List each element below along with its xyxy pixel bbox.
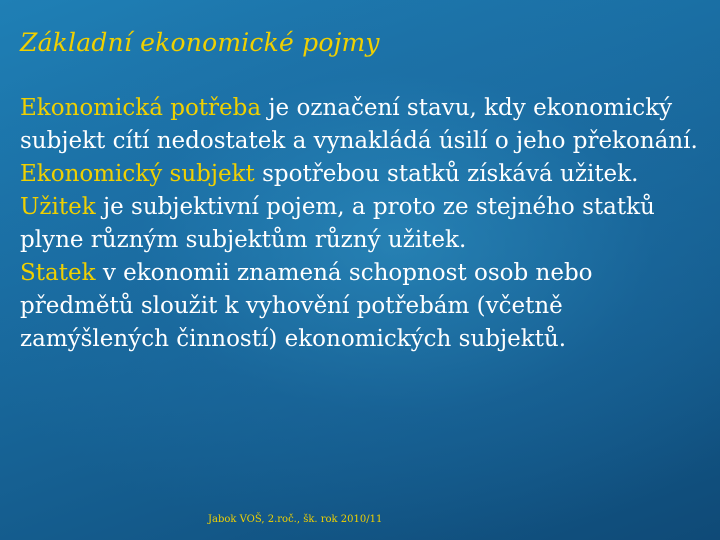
- definition-statek: v ekonomii znamená schopnost osob nebo předmětů sloužit k vyhovění potřebám (včetně zamýšlených činností) ekonomických subjektů.: [20, 260, 593, 352]
- slide-title: Základní ekonomické pojmy: [20, 28, 380, 57]
- definition-ekonomicka-potreba: je označení stavu, kdy ekonomický subjekt cítí nedostatek a vynakládá úsilí o jeho překonání.: [20, 95, 698, 154]
- paragraph-potreba: [20, 95, 698, 154]
- term-ekonomicka-potreba: Ekonomická potřeba: [20, 95, 262, 121]
- slide-body: [20, 92, 705, 356]
- paragraph-subjekt: [20, 161, 638, 187]
- definition-ekonomicky-subjekt: spotřebou statků získává užitek.: [254, 161, 639, 187]
- paragraph-uzitek: [20, 194, 655, 253]
- definition-uzitek: je subjektivní pojem, a proto ze stejného statků plyne různým subjektům různý užitek.: [20, 194, 655, 253]
- term-ekonomicky-subjekt: Ekonomický subjekt: [20, 161, 255, 187]
- paragraph-statek: [20, 260, 593, 352]
- term-statek: Statek: [20, 260, 96, 286]
- slide-footer: Jabok VOŠ, 2.roč., šk. rok 2010/11: [208, 514, 383, 525]
- term-uzitek: Užitek: [20, 194, 96, 220]
